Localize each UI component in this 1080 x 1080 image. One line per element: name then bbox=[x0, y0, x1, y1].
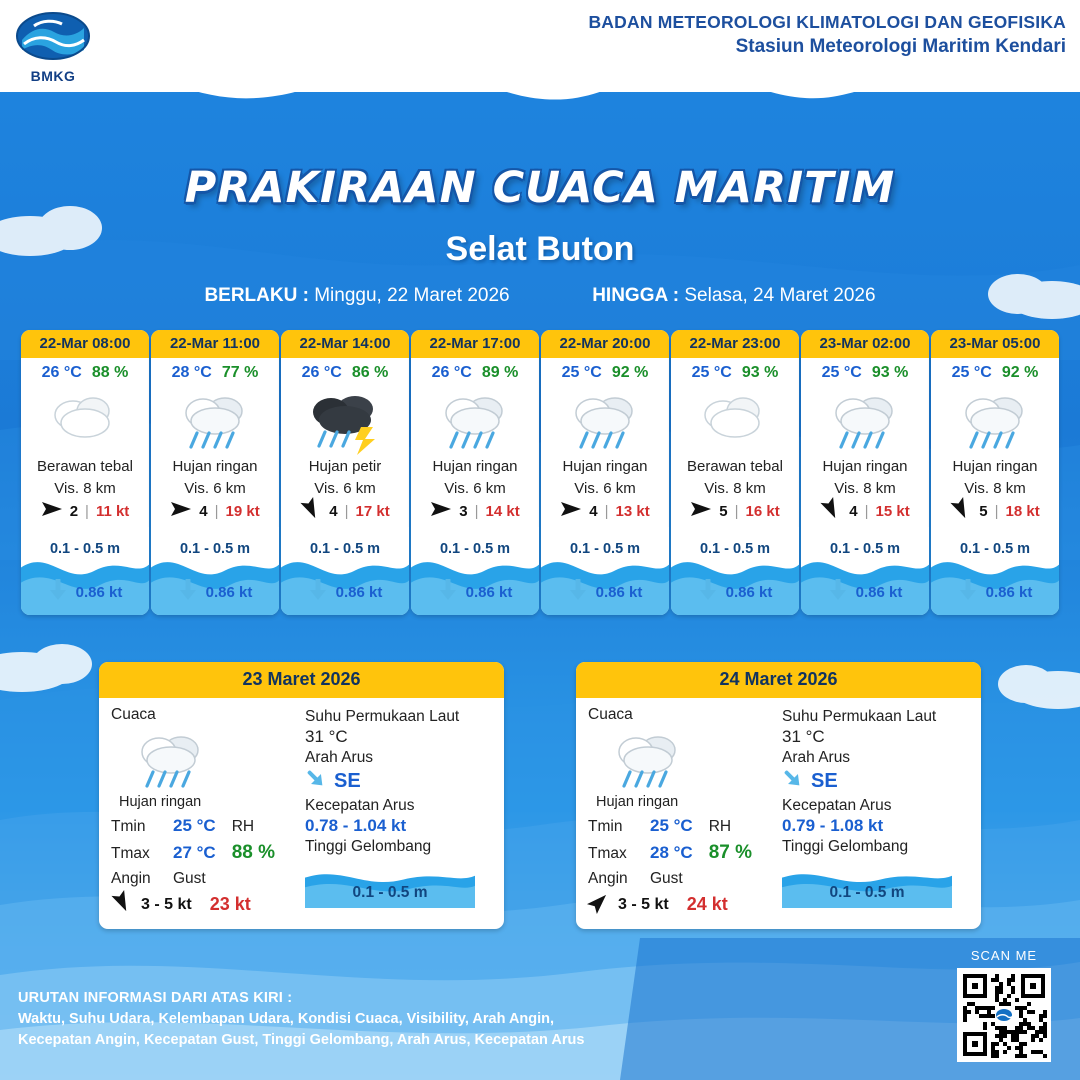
tmin-label: Tmin bbox=[588, 818, 623, 835]
wind-separator: | bbox=[474, 502, 479, 520]
wave-height: 0.1 - 0.5 m bbox=[959, 541, 1031, 557]
current-arrow-icon bbox=[958, 579, 978, 605]
gust-label: Gust bbox=[173, 870, 206, 887]
forecast-card-temp: 25 °C bbox=[561, 364, 602, 381]
forecast-card-time: 22-Mar 20:00 bbox=[541, 330, 669, 358]
forecast-card-humidity: 92 % bbox=[1001, 364, 1039, 381]
daily-condition: Hujan ringan bbox=[119, 794, 202, 810]
current-speed: 0.86 kt bbox=[75, 583, 123, 601]
wave-height: 0.1 - 0.5 m bbox=[309, 541, 381, 557]
bmkg-logo bbox=[14, 10, 92, 84]
tmax-label: Tmax bbox=[588, 845, 627, 862]
wave-height: 0.1 - 0.5 m bbox=[439, 541, 511, 557]
forecast-card bbox=[151, 330, 279, 615]
qr-code[interactable] bbox=[957, 968, 1051, 1062]
logo-label: BMKG bbox=[30, 68, 76, 84]
current-speed: 0.86 kt bbox=[855, 583, 903, 601]
wind-direction-arrow-icon bbox=[588, 894, 610, 915]
org-line2: Stasiun Meteorologi Maritim Kendari bbox=[735, 36, 1066, 57]
wind-direction-arrow-icon bbox=[950, 501, 972, 521]
forecast-card-wave-block bbox=[671, 527, 799, 615]
wind-separator: | bbox=[344, 502, 349, 520]
page-subtitle: Selat Buton bbox=[445, 230, 635, 268]
forecast-card-humidity: 86 % bbox=[351, 364, 389, 381]
rh-label: RH bbox=[231, 818, 255, 835]
current-speed: 0.86 kt bbox=[205, 583, 253, 601]
tmax-label: Tmax bbox=[111, 845, 150, 862]
current-arrow-icon bbox=[48, 579, 68, 605]
current-arrow-icon bbox=[308, 579, 328, 605]
footer-title: URUTAN INFORMASI DARI ATAS KIRI : bbox=[18, 990, 293, 1006]
forecast-card-wave-block bbox=[541, 527, 669, 615]
tmax-value: 27 °C bbox=[173, 843, 216, 862]
current-arrow-icon bbox=[568, 579, 588, 605]
current-speed-label: Kecepatan Arus bbox=[305, 797, 415, 814]
forecast-card-temp: 28 °C bbox=[171, 364, 212, 381]
current-arrow-icon bbox=[698, 579, 718, 605]
wind-direction-arrow-icon bbox=[560, 501, 582, 521]
wave-height-label: Tinggi Gelombang bbox=[782, 838, 909, 855]
wave-height: 0.1 - 0.5 m bbox=[49, 541, 121, 557]
wind-speed: 11 kt bbox=[95, 502, 130, 520]
current-speed-label: Kecepatan Arus bbox=[782, 797, 892, 814]
forecast-card-time: 22-Mar 14:00 bbox=[281, 330, 409, 358]
sst-label: Suhu Permukaan Laut bbox=[305, 708, 460, 725]
scan-me-label: SCAN ME bbox=[970, 948, 1038, 963]
forecast-card-temp: 25 °C bbox=[951, 364, 992, 381]
wind-scale: 3 bbox=[459, 502, 468, 520]
forecast-card-condition: Hujan ringan bbox=[172, 458, 258, 475]
daily-condition: Hujan ringan bbox=[596, 794, 679, 810]
forecast-card-wave-block bbox=[411, 527, 539, 615]
current-direction-value: SE bbox=[334, 770, 361, 792]
current-speed: 0.86 kt bbox=[335, 583, 383, 601]
until-value: Selasa, 24 Maret 2026 bbox=[684, 285, 876, 306]
wind-scale: 4 bbox=[199, 502, 208, 520]
wave-height-label: Tinggi Gelombang bbox=[305, 838, 432, 855]
thunderstorm-icon bbox=[281, 384, 409, 456]
forecast-card-temp: 26 °C bbox=[41, 364, 82, 381]
wind-speed: 17 kt bbox=[355, 502, 390, 520]
wind-range: 3 - 5 kt bbox=[141, 895, 192, 913]
forecast-card-condition: Hujan ringan bbox=[822, 458, 908, 475]
gust-label: Gust bbox=[650, 870, 683, 887]
wind-direction-arrow-icon bbox=[170, 501, 192, 521]
wind-scale: 5 bbox=[979, 502, 988, 520]
gust-value: 23 kt bbox=[209, 894, 251, 914]
current-direction-label: Arah Arus bbox=[305, 749, 374, 766]
forecast-card-wave-block bbox=[151, 527, 279, 615]
forecast-card-condition: Hujan ringan bbox=[432, 458, 518, 475]
wind-direction-arrow-icon bbox=[300, 501, 322, 521]
forecast-card-visibility: Vis. 8 km bbox=[964, 480, 1026, 497]
forecast-card-visibility: Vis. 8 km bbox=[704, 480, 766, 497]
current-speed-value: 0.78 - 1.04 kt bbox=[305, 816, 407, 835]
sst-value: 31 °C bbox=[782, 727, 825, 746]
wind-direction-arrow-icon bbox=[430, 501, 452, 521]
forecast-card-wave-block bbox=[281, 527, 409, 615]
wind-speed: 14 kt bbox=[485, 502, 520, 520]
wave-height-value: 0.1 - 0.5 m bbox=[829, 884, 905, 901]
wave-height-value: 0.1 - 0.5 m bbox=[352, 884, 428, 901]
valid-value: Minggu, 22 Maret 2026 bbox=[314, 285, 510, 306]
current-arrow-icon bbox=[178, 579, 198, 605]
wind-scale: 5 bbox=[719, 502, 728, 520]
wind-speed: 16 kt bbox=[745, 502, 780, 520]
wind-label: Angin bbox=[588, 870, 628, 887]
daily-forecast-panel bbox=[99, 662, 504, 929]
forecast-card-humidity: 89 % bbox=[481, 364, 519, 381]
forecast-card-humidity: 77 % bbox=[221, 364, 259, 381]
wind-direction-arrow-icon bbox=[111, 894, 133, 915]
rain-light-icon bbox=[588, 724, 776, 794]
wind-speed: 18 kt bbox=[1005, 502, 1040, 520]
wind-separator: | bbox=[85, 502, 89, 520]
valid-label: BERLAKU : bbox=[204, 285, 309, 306]
forecast-card-visibility: Vis. 6 km bbox=[314, 480, 376, 497]
rain-light-icon bbox=[801, 384, 929, 456]
wind-speed: 19 kt bbox=[225, 502, 260, 520]
forecast-card-visibility: Vis. 8 km bbox=[834, 480, 896, 497]
cloud-overcast-icon bbox=[21, 384, 149, 456]
forecast-card bbox=[931, 330, 1059, 615]
forecast-card-visibility: Vis. 6 km bbox=[184, 480, 246, 497]
daily-weather-label: Cuaca bbox=[111, 706, 156, 723]
wind-speed: 13 kt bbox=[615, 502, 650, 520]
forecast-card-time: 22-Mar 17:00 bbox=[411, 330, 539, 358]
wind-label: Angin bbox=[111, 870, 151, 887]
forecast-card-condition: Hujan ringan bbox=[952, 458, 1038, 475]
forecast-card-wave-block bbox=[931, 527, 1059, 615]
wind-direction-arrow-icon bbox=[41, 501, 63, 521]
cloud-overcast-icon bbox=[671, 384, 799, 456]
org-line1: BADAN METEOROLOGI KLIMATOLOGI DAN GEOFISIKA bbox=[588, 12, 1066, 32]
forecast-card-humidity: 88 % bbox=[91, 364, 129, 381]
forecast-card-time: 23-Mar 02:00 bbox=[801, 330, 929, 358]
tmin-label: Tmin bbox=[111, 818, 146, 835]
forecast-card-temp: 25 °C bbox=[821, 364, 862, 381]
current-arrow-icon bbox=[438, 579, 458, 605]
wave-height: 0.1 - 0.5 m bbox=[829, 541, 901, 557]
forecast-card bbox=[801, 330, 929, 615]
qr-code-image bbox=[961, 972, 1047, 1058]
current-speed: 0.86 kt bbox=[465, 583, 513, 601]
rain-light-icon bbox=[151, 384, 279, 456]
tmin-value: 25 °C bbox=[173, 816, 216, 835]
daily-panel-list bbox=[0, 662, 1080, 929]
wave-height: 0.1 - 0.5 m bbox=[569, 541, 641, 557]
current-direction-arrow-icon bbox=[782, 768, 804, 795]
current-speed: 0.86 kt bbox=[985, 583, 1033, 601]
footer-line1: Waktu, Suhu Udara, Kelembapan Udara, Kondisi Cuaca, Visibility, Arah Angin, bbox=[18, 1011, 555, 1027]
rain-light-icon bbox=[411, 384, 539, 456]
page-title: PRAKIRAAN CUACA MARITIM bbox=[184, 163, 896, 213]
forecast-card-wave-block bbox=[801, 527, 929, 615]
forecast-card bbox=[541, 330, 669, 615]
daily-date: 23 Maret 2026 bbox=[99, 662, 504, 698]
wind-direction-arrow-icon bbox=[820, 501, 842, 521]
forecast-card-condition: Berawan tebal bbox=[687, 458, 783, 475]
forecast-card-visibility: Vis. 6 km bbox=[574, 480, 636, 497]
forecast-card-time: 23-Mar 05:00 bbox=[931, 330, 1059, 358]
wind-scale: 4 bbox=[589, 502, 598, 520]
rh-value: 87 % bbox=[708, 842, 753, 863]
sst-label: Suhu Permukaan Laut bbox=[782, 708, 937, 725]
forecast-card bbox=[411, 330, 539, 615]
current-speed: 0.86 kt bbox=[725, 583, 773, 601]
wind-scale: 2 bbox=[69, 502, 79, 520]
wind-separator: | bbox=[214, 502, 219, 520]
current-arrow-icon bbox=[828, 579, 848, 605]
sst-value: 31 °C bbox=[305, 727, 348, 746]
until-label: HINGGA : bbox=[592, 285, 680, 306]
wind-separator: | bbox=[604, 502, 609, 520]
forecast-card-visibility: Vis. 8 km bbox=[54, 480, 116, 497]
forecast-card-wave-block bbox=[21, 527, 149, 615]
header-text bbox=[588, 12, 1066, 58]
wind-direction-arrow-icon bbox=[690, 501, 712, 521]
forecast-card-condition: Berawan tebal bbox=[37, 458, 133, 475]
wave-height: 0.1 - 0.5 m bbox=[699, 541, 771, 557]
wind-range: 3 - 5 kt bbox=[618, 895, 669, 913]
daily-forecast-panel bbox=[576, 662, 981, 929]
wind-scale: 4 bbox=[329, 502, 338, 520]
tmin-value: 25 °C bbox=[650, 816, 693, 835]
wave-height: 0.1 - 0.5 m bbox=[179, 541, 251, 557]
wind-separator: | bbox=[994, 502, 999, 520]
forecast-card-humidity: 92 % bbox=[611, 364, 649, 381]
forecast-card bbox=[21, 330, 149, 615]
wind-separator: | bbox=[734, 502, 739, 520]
tmax-value: 28 °C bbox=[650, 843, 693, 862]
rh-label: RH bbox=[708, 818, 732, 835]
footer-line2: Kecepatan Angin, Kecepatan Gust, Tinggi Gelombang, Arah Arus, Kecepatan Arus bbox=[18, 1032, 585, 1048]
current-direction-label: Arah Arus bbox=[782, 749, 851, 766]
current-speed: 0.86 kt bbox=[595, 583, 643, 601]
header-wave-shape bbox=[0, 60, 1080, 150]
daily-weather-label: Cuaca bbox=[588, 706, 633, 723]
forecast-card-time: 22-Mar 11:00 bbox=[151, 330, 279, 358]
rain-light-icon bbox=[931, 384, 1059, 456]
wind-speed: 15 kt bbox=[875, 502, 910, 520]
forecast-card bbox=[671, 330, 799, 615]
rain-light-icon bbox=[111, 724, 299, 794]
wind-scale: 4 bbox=[849, 502, 858, 520]
forecast-card-condition: Hujan petir bbox=[308, 458, 382, 475]
forecast-card-humidity: 93 % bbox=[871, 364, 909, 381]
forecast-card-visibility: Vis. 6 km bbox=[444, 480, 506, 497]
forecast-card-temp: 25 °C bbox=[691, 364, 732, 381]
current-direction-value: SE bbox=[811, 770, 838, 792]
scan-me-block bbox=[952, 948, 1056, 1062]
daily-date: 24 Maret 2026 bbox=[576, 662, 981, 698]
rain-light-icon bbox=[541, 384, 669, 456]
gust-value: 24 kt bbox=[686, 894, 728, 914]
forecast-card-humidity: 93 % bbox=[741, 364, 779, 381]
forecast-card-condition: Hujan ringan bbox=[562, 458, 648, 475]
current-speed-value: 0.79 - 1.08 kt bbox=[782, 816, 884, 835]
wind-separator: | bbox=[864, 502, 869, 520]
forecast-card-time: 22-Mar 23:00 bbox=[671, 330, 799, 358]
current-direction-arrow-icon bbox=[305, 768, 327, 795]
validity-row bbox=[0, 285, 1080, 307]
forecast-card-list bbox=[21, 330, 1061, 615]
forecast-card-temp: 26 °C bbox=[301, 364, 342, 381]
forecast-card-time: 22-Mar 08:00 bbox=[21, 330, 149, 358]
forecast-card bbox=[281, 330, 409, 615]
forecast-card-temp: 26 °C bbox=[431, 364, 472, 381]
rh-value: 88 % bbox=[231, 842, 276, 863]
